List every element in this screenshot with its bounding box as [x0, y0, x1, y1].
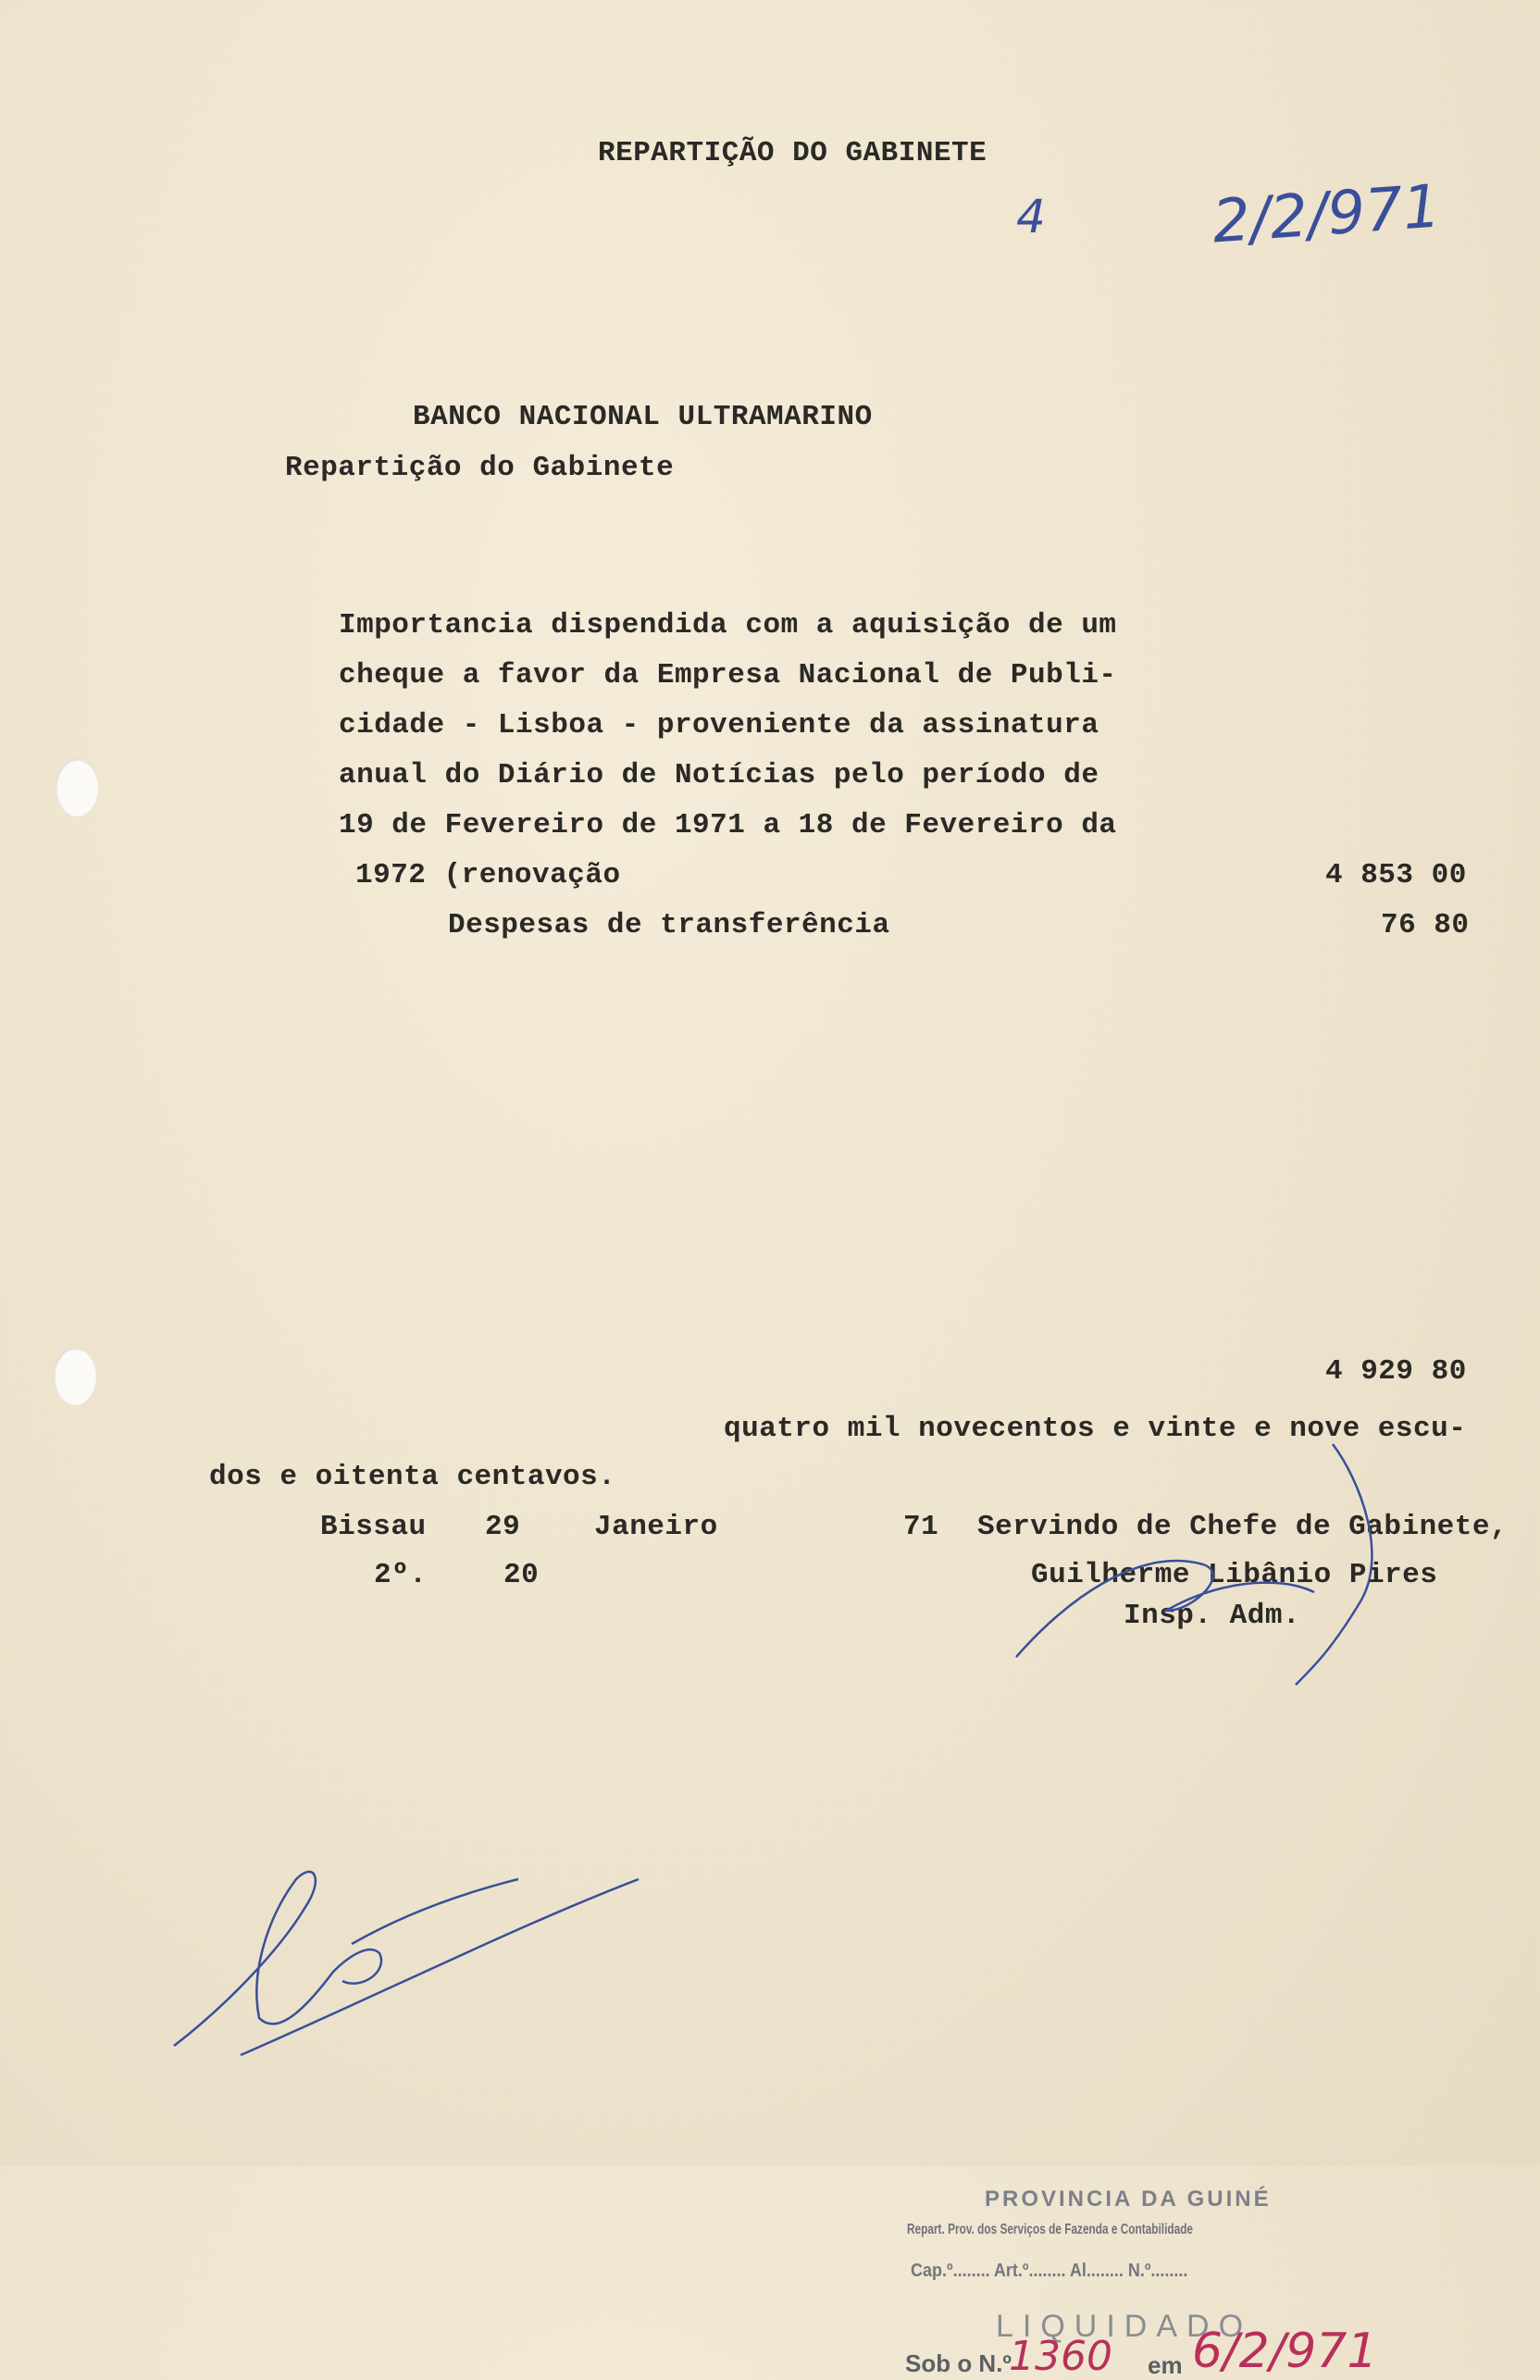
handwritten-date: 2/2/971	[1210, 172, 1443, 257]
stamp-sub-number: 1360	[1009, 2333, 1112, 2380]
place-month: Janeiro	[594, 1511, 718, 1543]
signatory-role: Servindo de Chefe de Gabinete,	[977, 1511, 1509, 1543]
stamp-sub-prefix: Sob o N.º	[905, 2349, 1012, 2377]
place-year: 71	[903, 1511, 939, 1543]
number-ref: 20	[503, 1559, 540, 1591]
body-line-3: cidade - Lisboa - proveniente da assinatura	[339, 709, 1099, 741]
signatory-signature	[1016, 1444, 1372, 1685]
place-city: Bissau	[320, 1511, 427, 1543]
place-day: 29	[485, 1511, 521, 1543]
body-line-2: cheque a favor da Empresa Nacional de Publi-	[339, 659, 1117, 692]
stamp-status: LIQUIDADO	[996, 2309, 1253, 2344]
lower-left-signature	[174, 1872, 639, 2055]
ordinal-ref: 2º.	[374, 1559, 428, 1591]
signatory-name: Guilherme Libânio Pires	[1031, 1559, 1438, 1591]
body-line-6: 1972 (renovação	[355, 859, 621, 891]
total-in-words-line-1: quatro mil novecentos e vinte e nove escu-	[724, 1413, 1467, 1445]
total-amount: 4 929 80	[1325, 1355, 1467, 1388]
stamp-province: PROVINCIA DA GUINÉ	[985, 2187, 1272, 2212]
bank-name: BANCO NACIONAL ULTRAMARINO	[413, 401, 873, 433]
stamp-department: Repart. Prov. dos Serviços de Fazenda e Contabilidade	[907, 2222, 1194, 2237]
total-in-words-line-2: dos e oitenta centavos.	[209, 1461, 616, 1493]
stamp-date: 6/2/971	[1192, 2324, 1378, 2379]
body-line-4: anual do Diário de Notícias pelo período de	[339, 759, 1099, 791]
transfer-expenses-label: Despesas de transferência	[448, 909, 890, 941]
department-name: Repartição do Gabinete	[285, 452, 675, 484]
body-line-5: 19 de Fevereiro de 1971 a 18 de Fevereiro da	[339, 809, 1117, 841]
stamp-fields: Cap.º........ Art.º........ Al........ N.º........	[911, 2261, 1188, 2281]
stamp-date-prefix: em	[1148, 2351, 1183, 2379]
document-header: REPARTIÇÃO DO GABINETE	[598, 137, 987, 169]
amount-transfer: 76 80	[1381, 909, 1470, 941]
amount-subscription: 4 853 00	[1325, 859, 1467, 891]
body-line-1: Importancia dispendida com a aquisição de um	[339, 609, 1117, 642]
handwritten-number: 4	[1016, 190, 1046, 243]
signatory-title: Insp. Adm.	[1124, 1600, 1301, 1632]
